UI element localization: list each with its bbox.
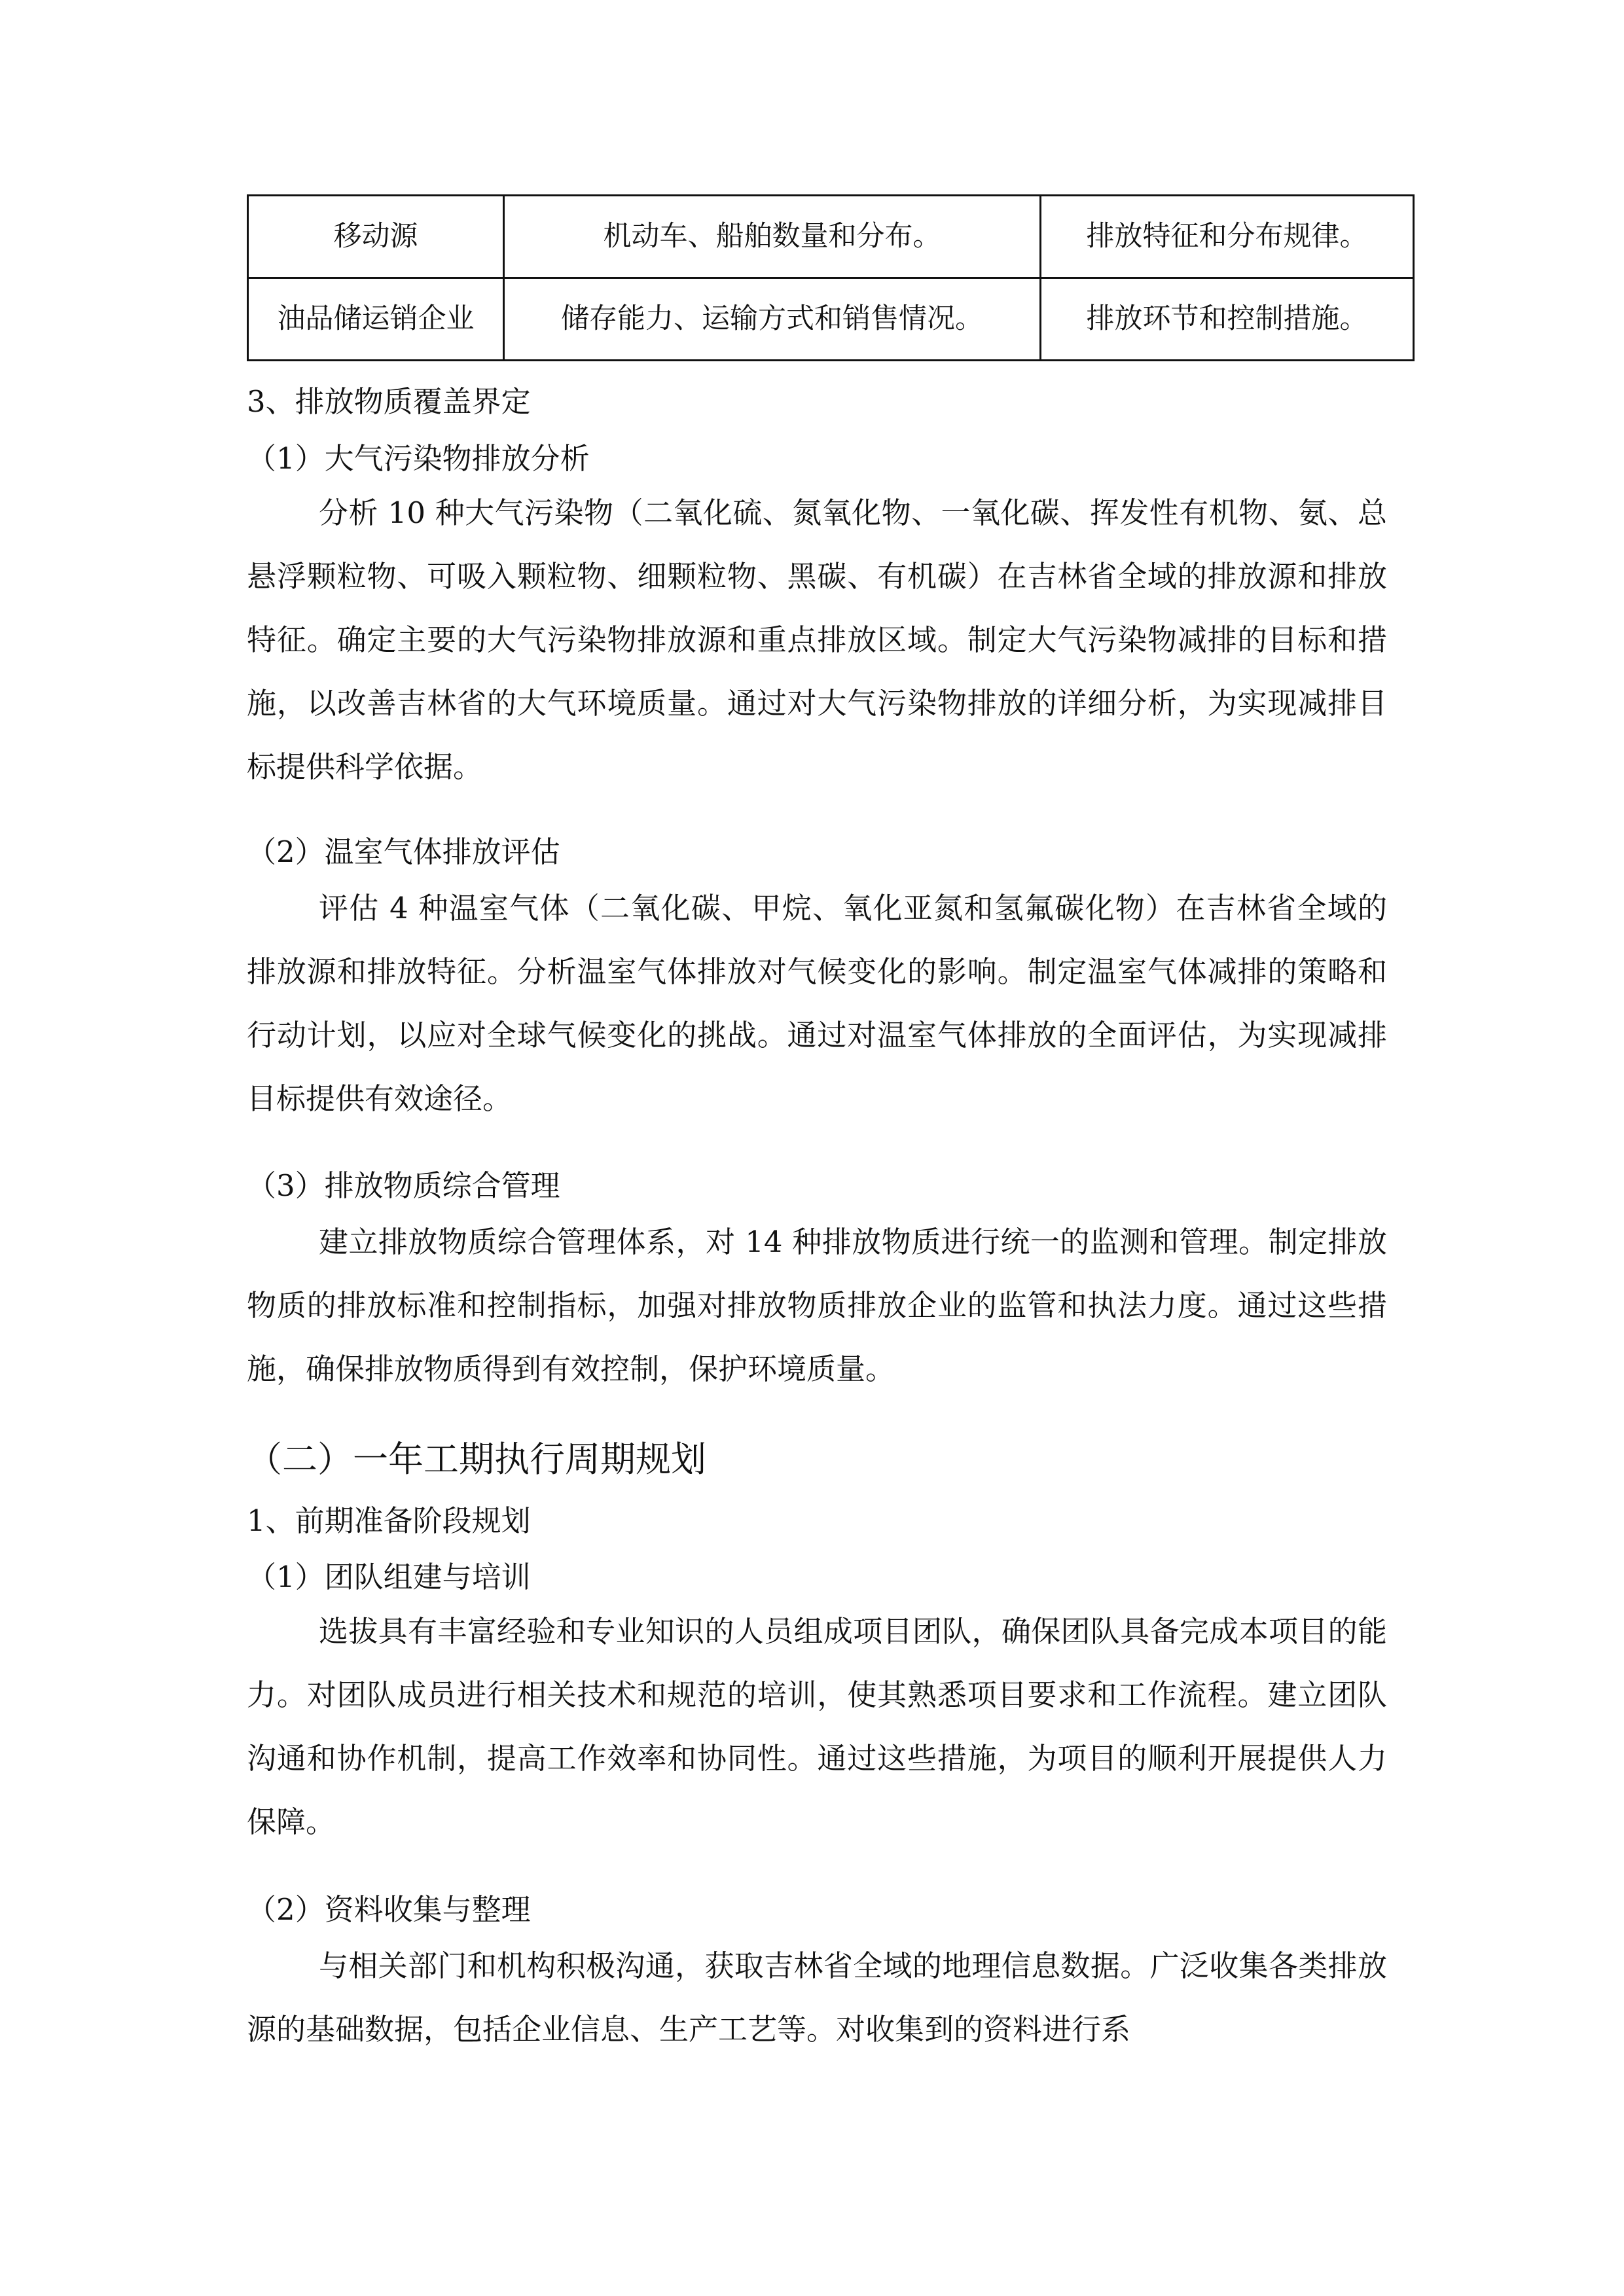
table-row: [248, 278, 1414, 361]
table-cell: 移动源: [248, 196, 504, 278]
table-cell: 油品储运销企业: [248, 278, 504, 361]
paragraph: 分析 10 种大气污染物（二氧化硫、氮氧化物、一氧化碳、挥发性有机物、氨、总悬浮颗粒物、可吸入颗粒物、细颗粒物、黑碳、有机碳）在吉林省全域的排放源和排放特征。确定主要的大气污染物排放源和重点排放区域。制定大气污染物减排的目标和措施，以改善吉林省的大气环境质量。通过对大气污染物排放的详细分析，为实现减排目标提供科学依据。: [247, 495, 1387, 784]
subsection-heading: （1）团队组建与培训: [247, 1560, 531, 1594]
table-cell: 储存能力、运输方式和销售情况。: [504, 278, 1041, 361]
table-cell: 机动车、船舶数量和分布。: [504, 196, 1041, 278]
paragraph: 评估 4 种温室气体（二氧化碳、甲烷、氧化亚氮和氢氟碳化物）在吉林省全域的排放源和排放特征。分析温室气体排放对气候变化的影响。制定温室气体减排的策略和行动计划，以应对全球气候变化的挑战。通过对温室气体排放的全面评估，为实现减排目标提供有效途径。: [247, 891, 1387, 1116]
source-table: [247, 194, 1415, 361]
table-row: [248, 196, 1414, 278]
table-cell: 排放环节和控制措施。: [1041, 278, 1414, 361]
section-heading: 3、排放物质覆盖界定: [247, 384, 531, 419]
section-heading: 1、前期准备阶段规划: [247, 1503, 531, 1538]
subsection-heading: （3）排放物质综合管理: [247, 1168, 560, 1203]
subsection-heading: （2）资料收集与整理: [247, 1892, 531, 1927]
part-heading: （二）一年工期执行周期规划: [247, 1439, 706, 1480]
subsection-heading: （2）温室气体排放评估: [247, 834, 560, 869]
paragraph: 建立排放物质综合管理体系，对 14 种排放物质进行统一的监测和管理。制定排放物质的排放标准和控制指标，加强对排放物质排放企业的监管和执法力度。通过这些措施，确保排放物质得到有效控制，保护环境质量。: [247, 1225, 1387, 1386]
paragraph: 选拔具有丰富经验和专业知识的人员组成项目团队，确保团队具备完成本项目的能力。对团队成员进行相关技术和规范的培训，使其熟悉项目要求和工作流程。建立团队沟通和协作机制，提高工作效率和协同性。通过这些措施，为项目的顺利开展提供人力保障。: [247, 1614, 1387, 1839]
paragraph: 与相关部门和机构积极沟通，获取吉林省全域的地理信息数据。广泛收集各类排放源的基础数据，包括企业信息、生产工艺等。对收集到的资料进行系: [247, 1948, 1387, 2047]
table-cell: 排放特征和分布规律。: [1041, 196, 1414, 278]
subsection-heading: （1）大气污染物排放分析: [247, 441, 590, 476]
